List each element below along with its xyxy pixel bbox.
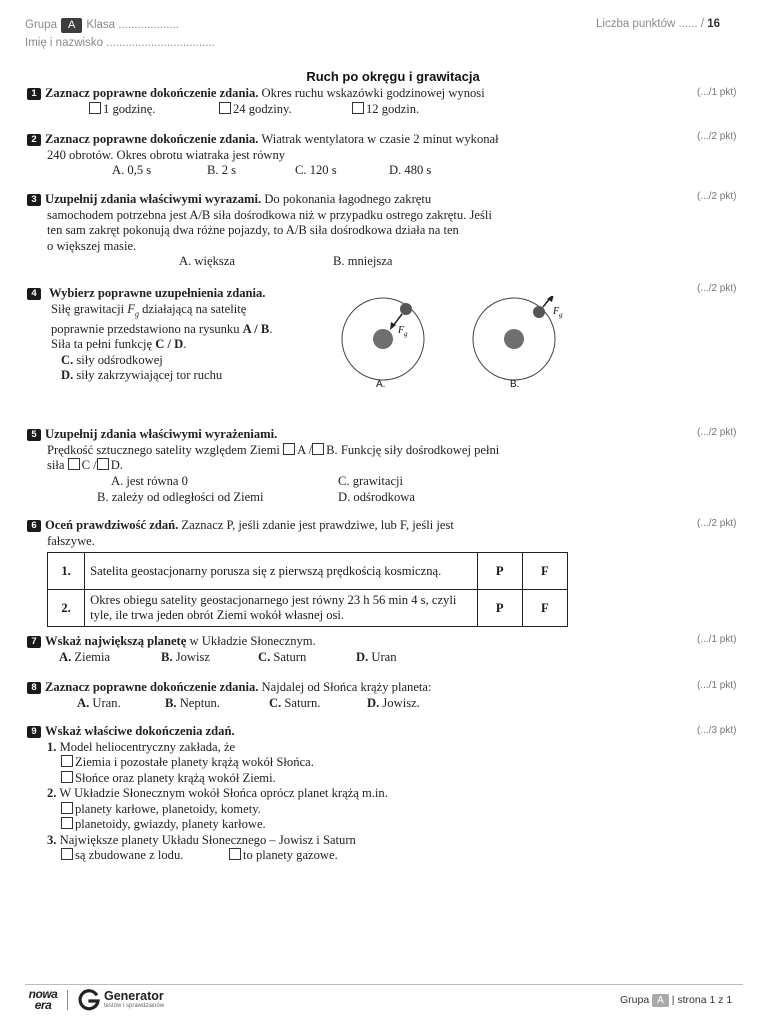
statement-number: 1. [47, 739, 57, 754]
instruction: Zaznacz poprawne dokończenie zdania. [45, 680, 259, 694]
class-label: Klasa ................... [86, 19, 179, 31]
instruction: Uzupełnij zdania właściwymi wyrażeniami. [45, 427, 278, 441]
text: Siła ta pełni funkcję [51, 337, 156, 352]
option-label: Ziemia i pozostałe planety krążą wokół Słońca. [75, 755, 314, 769]
figure-label-b: B. [510, 379, 520, 390]
choice-ab[interactable]: A / B [242, 321, 270, 336]
checkbox[interactable] [61, 848, 73, 860]
text: B. Funkcję siły dośrodkowej pełni [326, 442, 500, 457]
question-number: 2 [27, 134, 41, 146]
text: poprawnie przedstawiono na rysunku [51, 321, 243, 336]
option-letter: C. [61, 352, 74, 367]
points-q8: (.../1 pkt) [697, 680, 737, 691]
table-row [48, 590, 568, 627]
option-c[interactable] [27, 353, 347, 369]
figure-a [342, 298, 424, 390]
satellite-a [400, 303, 412, 315]
option-label: Saturn. [281, 695, 321, 710]
statement-1 [27, 740, 687, 756]
points-label: Liczba punktów ...... / [596, 18, 705, 30]
text: A / [297, 442, 313, 457]
option-label: Słońce oraz planety krążą wokół Ziemi. [75, 770, 276, 785]
nowa-era-logo [25, 989, 61, 1011]
option-a[interactable]: A. większa [179, 254, 235, 268]
option-d[interactable] [367, 696, 420, 712]
option-label: Uran [368, 649, 397, 664]
checkbox-d[interactable] [97, 458, 109, 470]
text: Prędkość sztucznego satelity względem Ziemi [47, 442, 284, 457]
question-text-2: 240 obrotów. Okres obrotu wiatraka jest równy [47, 147, 286, 162]
earth-b [504, 329, 524, 349]
option-letter: D. [61, 368, 74, 383]
question-line-2 [27, 458, 687, 474]
option[interactable] [229, 848, 338, 864]
force-sub: g [134, 309, 139, 319]
checkbox[interactable] [229, 848, 241, 860]
text: . [183, 337, 187, 352]
checkbox[interactable] [89, 102, 101, 114]
checkbox[interactable] [61, 771, 73, 783]
option-2[interactable] [219, 102, 292, 118]
question-line-3 [27, 337, 347, 353]
points-total: 16 [707, 18, 721, 30]
option-label: siły zakrzywiającej tor ruchu [73, 368, 223, 383]
option-letter: C. [258, 649, 271, 664]
question-6 [27, 518, 687, 549]
statement-3 [27, 833, 687, 849]
option-c: C. grawitacji [338, 473, 404, 488]
logo-divider [67, 990, 68, 1010]
statement-text: W Układzie Słonecznym wokół Słońca oprócz planet krążą m.in. [56, 786, 388, 800]
false-option[interactable]: F [522, 553, 567, 590]
option[interactable] [27, 802, 687, 818]
header-group [25, 18, 179, 33]
option-label: Uran. [89, 695, 121, 710]
checkbox[interactable] [61, 755, 73, 767]
question-line-2: samochodem potrzebna jest A/B siła dośrodkowa niż w przypadku ostrego zakrętu. Jeśli [47, 207, 492, 222]
statement-text: Model heliocentryczny zakłada, że [56, 739, 236, 754]
checkbox[interactable] [352, 102, 364, 114]
row-number: 2. [48, 590, 85, 627]
option-label: Ziemia [71, 649, 111, 664]
text: D. [110, 458, 123, 472]
option-d: D. odśrodkowa [338, 489, 415, 504]
question-5 [27, 427, 687, 505]
question-number: 5 [27, 429, 41, 441]
question-line-1 [27, 443, 687, 459]
option-1[interactable] [89, 102, 155, 118]
instruction: Wskaż właściwe dokończenia zdań. [45, 724, 235, 738]
question-text: Zaznacz P, jeśli zdanie jest prawdziwe, lub F, jeśli jest [178, 518, 454, 532]
question-1 [27, 86, 687, 118]
group-badge: A [61, 18, 82, 33]
statement-3-options [27, 848, 687, 864]
question-4 [27, 286, 347, 384]
question-text: Wiatrak wentylatora w czasie 2 minut wykonał [258, 132, 499, 146]
points-q3: (.../2 pkt) [697, 191, 737, 202]
true-option[interactable]: P [477, 590, 522, 627]
option-letter: A. [59, 649, 72, 664]
footer-group-label: Grupa [620, 994, 650, 1006]
figure-b [473, 296, 563, 390]
question-3 [27, 192, 687, 270]
option-a[interactable]: A. 0,5 s [112, 163, 152, 177]
points-q2: (.../2 pkt) [697, 131, 737, 142]
force-letter: F [127, 301, 135, 316]
option-d[interactable]: D. 480 s [389, 163, 432, 177]
question-8 [27, 680, 687, 712]
false-option[interactable]: F [522, 590, 567, 627]
option-letter: A. [77, 695, 90, 710]
question-text-2: fałszywe. [47, 533, 95, 548]
option-b[interactable] [161, 650, 210, 666]
points-q4: (.../2 pkt) [697, 283, 737, 294]
question-number: 3 [27, 194, 41, 206]
points-q1: (.../1 pkt) [697, 87, 737, 98]
option-label: Neptun. [176, 695, 220, 710]
question-text: Najdalej od Słońca krąży planeta: [258, 680, 432, 694]
points-q9: (.../3 pkt) [697, 725, 737, 736]
option-c[interactable]: C. 120 s [295, 163, 337, 177]
footer-page-info [620, 994, 732, 1007]
statement-number: 3. [47, 832, 57, 847]
satellite-b [533, 306, 545, 318]
question-line-4: o większej masie. [47, 238, 137, 253]
instruction: Wskaż największą planetę [45, 634, 187, 648]
option[interactable] [27, 817, 687, 833]
figure-label-a: A. [376, 379, 386, 390]
question-number: 9 [27, 726, 41, 738]
instruction: Zaznacz poprawne dokończenie zdania. [45, 86, 259, 100]
points-q7: (.../1 pkt) [697, 634, 737, 645]
question-text: Do pokonania łagodnego zakrętu [261, 192, 432, 206]
instruction: Zaznacz poprawne dokończenie zdania. [45, 132, 259, 146]
option-label: 1 godzinę. [103, 101, 156, 116]
text: . [269, 321, 273, 336]
checkbox[interactable] [61, 802, 73, 814]
option-label: 12 godzin. [366, 101, 420, 116]
page-title: Ruch po okręgu i grawitacja [306, 69, 480, 84]
statement-number: 2. [47, 786, 57, 800]
question-number: 1 [27, 88, 41, 100]
instruction: Uzupełnij zdania właściwymi wyrazami. [45, 192, 262, 206]
option-b[interactable]: B. 2 s [207, 163, 237, 177]
statement-2 [27, 786, 687, 802]
checkbox[interactable] [61, 817, 73, 829]
instruction: Oceń prawdziwość zdań. [45, 518, 179, 532]
true-option[interactable]: P [477, 553, 522, 590]
option-b[interactable]: B. mniejsza [333, 254, 393, 268]
group-label: Grupa [25, 19, 57, 31]
option[interactable] [61, 848, 183, 864]
statement: Okres obiegu satelity geostacjonarnego jest równy 23 h 56 min 4 s, czyli tyle, ile trwa jeden obrót Ziemi wokół własnej osi. [85, 590, 478, 627]
option-label: planety karłowe, planetoidy, komety. [75, 801, 261, 816]
orbit-figures [338, 296, 578, 391]
checkbox[interactable] [219, 102, 231, 114]
option-c[interactable] [269, 696, 320, 712]
instruction: Wybierz poprawne uzupełnienia zdania. [49, 286, 266, 300]
points-q5: (.../2 pkt) [697, 427, 737, 438]
question-line-2 [27, 322, 347, 338]
option-d[interactable] [356, 650, 397, 666]
footer-divider [25, 984, 743, 985]
name-label: Imię i nazwisko .................................. [25, 37, 215, 49]
text: siła [47, 458, 68, 472]
checkbox-c[interactable] [68, 458, 80, 470]
question-number: 7 [27, 636, 41, 648]
option-d[interactable] [27, 368, 347, 384]
text: C / [81, 458, 97, 472]
generator-subtitle: testów i sprawdzianów [104, 1003, 165, 1009]
text: Siłę grawitacji [51, 301, 128, 316]
question-line-3: ten sam zakręt pokonują dwa różne pojazdy, to A/B siła dośrodkowa działa na ten [47, 223, 459, 237]
option-label: to planety gazowe. [243, 848, 338, 862]
force-label-b: $F_g$ [553, 306, 563, 319]
option-label: Jowisz. [379, 695, 420, 710]
choice-cd[interactable]: C / D [155, 337, 184, 352]
question-text: Okres ruchu wskazówki godzinowej wynosi [258, 86, 485, 100]
option-a[interactable] [59, 650, 110, 666]
generator-title: Generator [104, 989, 164, 1003]
option-b[interactable] [165, 696, 220, 712]
question-7 [27, 634, 687, 666]
option-label: są zbudowane z lodu. [75, 848, 184, 862]
option-c[interactable] [258, 650, 306, 666]
option-label: Jowisz [172, 649, 210, 664]
row-number: 1. [48, 553, 85, 590]
force-symbol [127, 301, 139, 319]
checkbox-b[interactable] [312, 443, 324, 455]
generator-logo-icon [77, 988, 101, 1012]
option[interactable] [27, 755, 687, 771]
force-label-a: $F_g$ [398, 325, 408, 338]
footer-group-badge: A [652, 994, 669, 1007]
option-a[interactable] [77, 696, 121, 712]
option-label: 24 godziny. [233, 101, 292, 116]
option-b: B. zależy od odległości od Ziemi [97, 489, 264, 504]
statement: Satelita geostacjonarny porusza się z pierwszą prędkością kosmiczną. [85, 553, 478, 590]
logo-line-2: era [34, 998, 52, 1012]
option-letter: D. [356, 649, 369, 664]
question-number: 6 [27, 520, 41, 532]
text: działającą na satelitę [138, 301, 247, 316]
true-false-table [47, 552, 568, 627]
points-q6: (.../2 pkt) [697, 518, 737, 529]
option-letter: B. [165, 695, 177, 710]
option-letter: B. [161, 649, 173, 664]
option-label: Saturn [270, 649, 307, 664]
option-letter: C. [269, 695, 282, 710]
earth-a [373, 329, 393, 349]
option-label: siły odśrodkowej [73, 352, 163, 367]
option-label: planetoidy, gwiazdy, planety karłowe. [75, 817, 266, 831]
question-number: 8 [27, 682, 41, 694]
logo-line-1: nowa [28, 987, 58, 1001]
footer-page-number: | strona 1 z 1 [671, 994, 733, 1006]
checkbox-a[interactable] [283, 443, 295, 455]
option-a: A. jest równa 0 [111, 473, 188, 488]
points-box [596, 18, 720, 30]
question-2 [27, 132, 687, 179]
statement-text: Największe planety Układu Słonecznego – Jowisz i Saturn [56, 832, 356, 847]
option[interactable] [27, 771, 687, 787]
question-number: 4 [27, 288, 41, 300]
option-3[interactable] [352, 102, 419, 118]
table-row [48, 553, 568, 590]
option-letter: D. [367, 695, 380, 710]
question-line-1 [27, 302, 347, 322]
question-9 [27, 724, 687, 864]
question-text: w Układzie Słonecznym. [186, 634, 316, 648]
